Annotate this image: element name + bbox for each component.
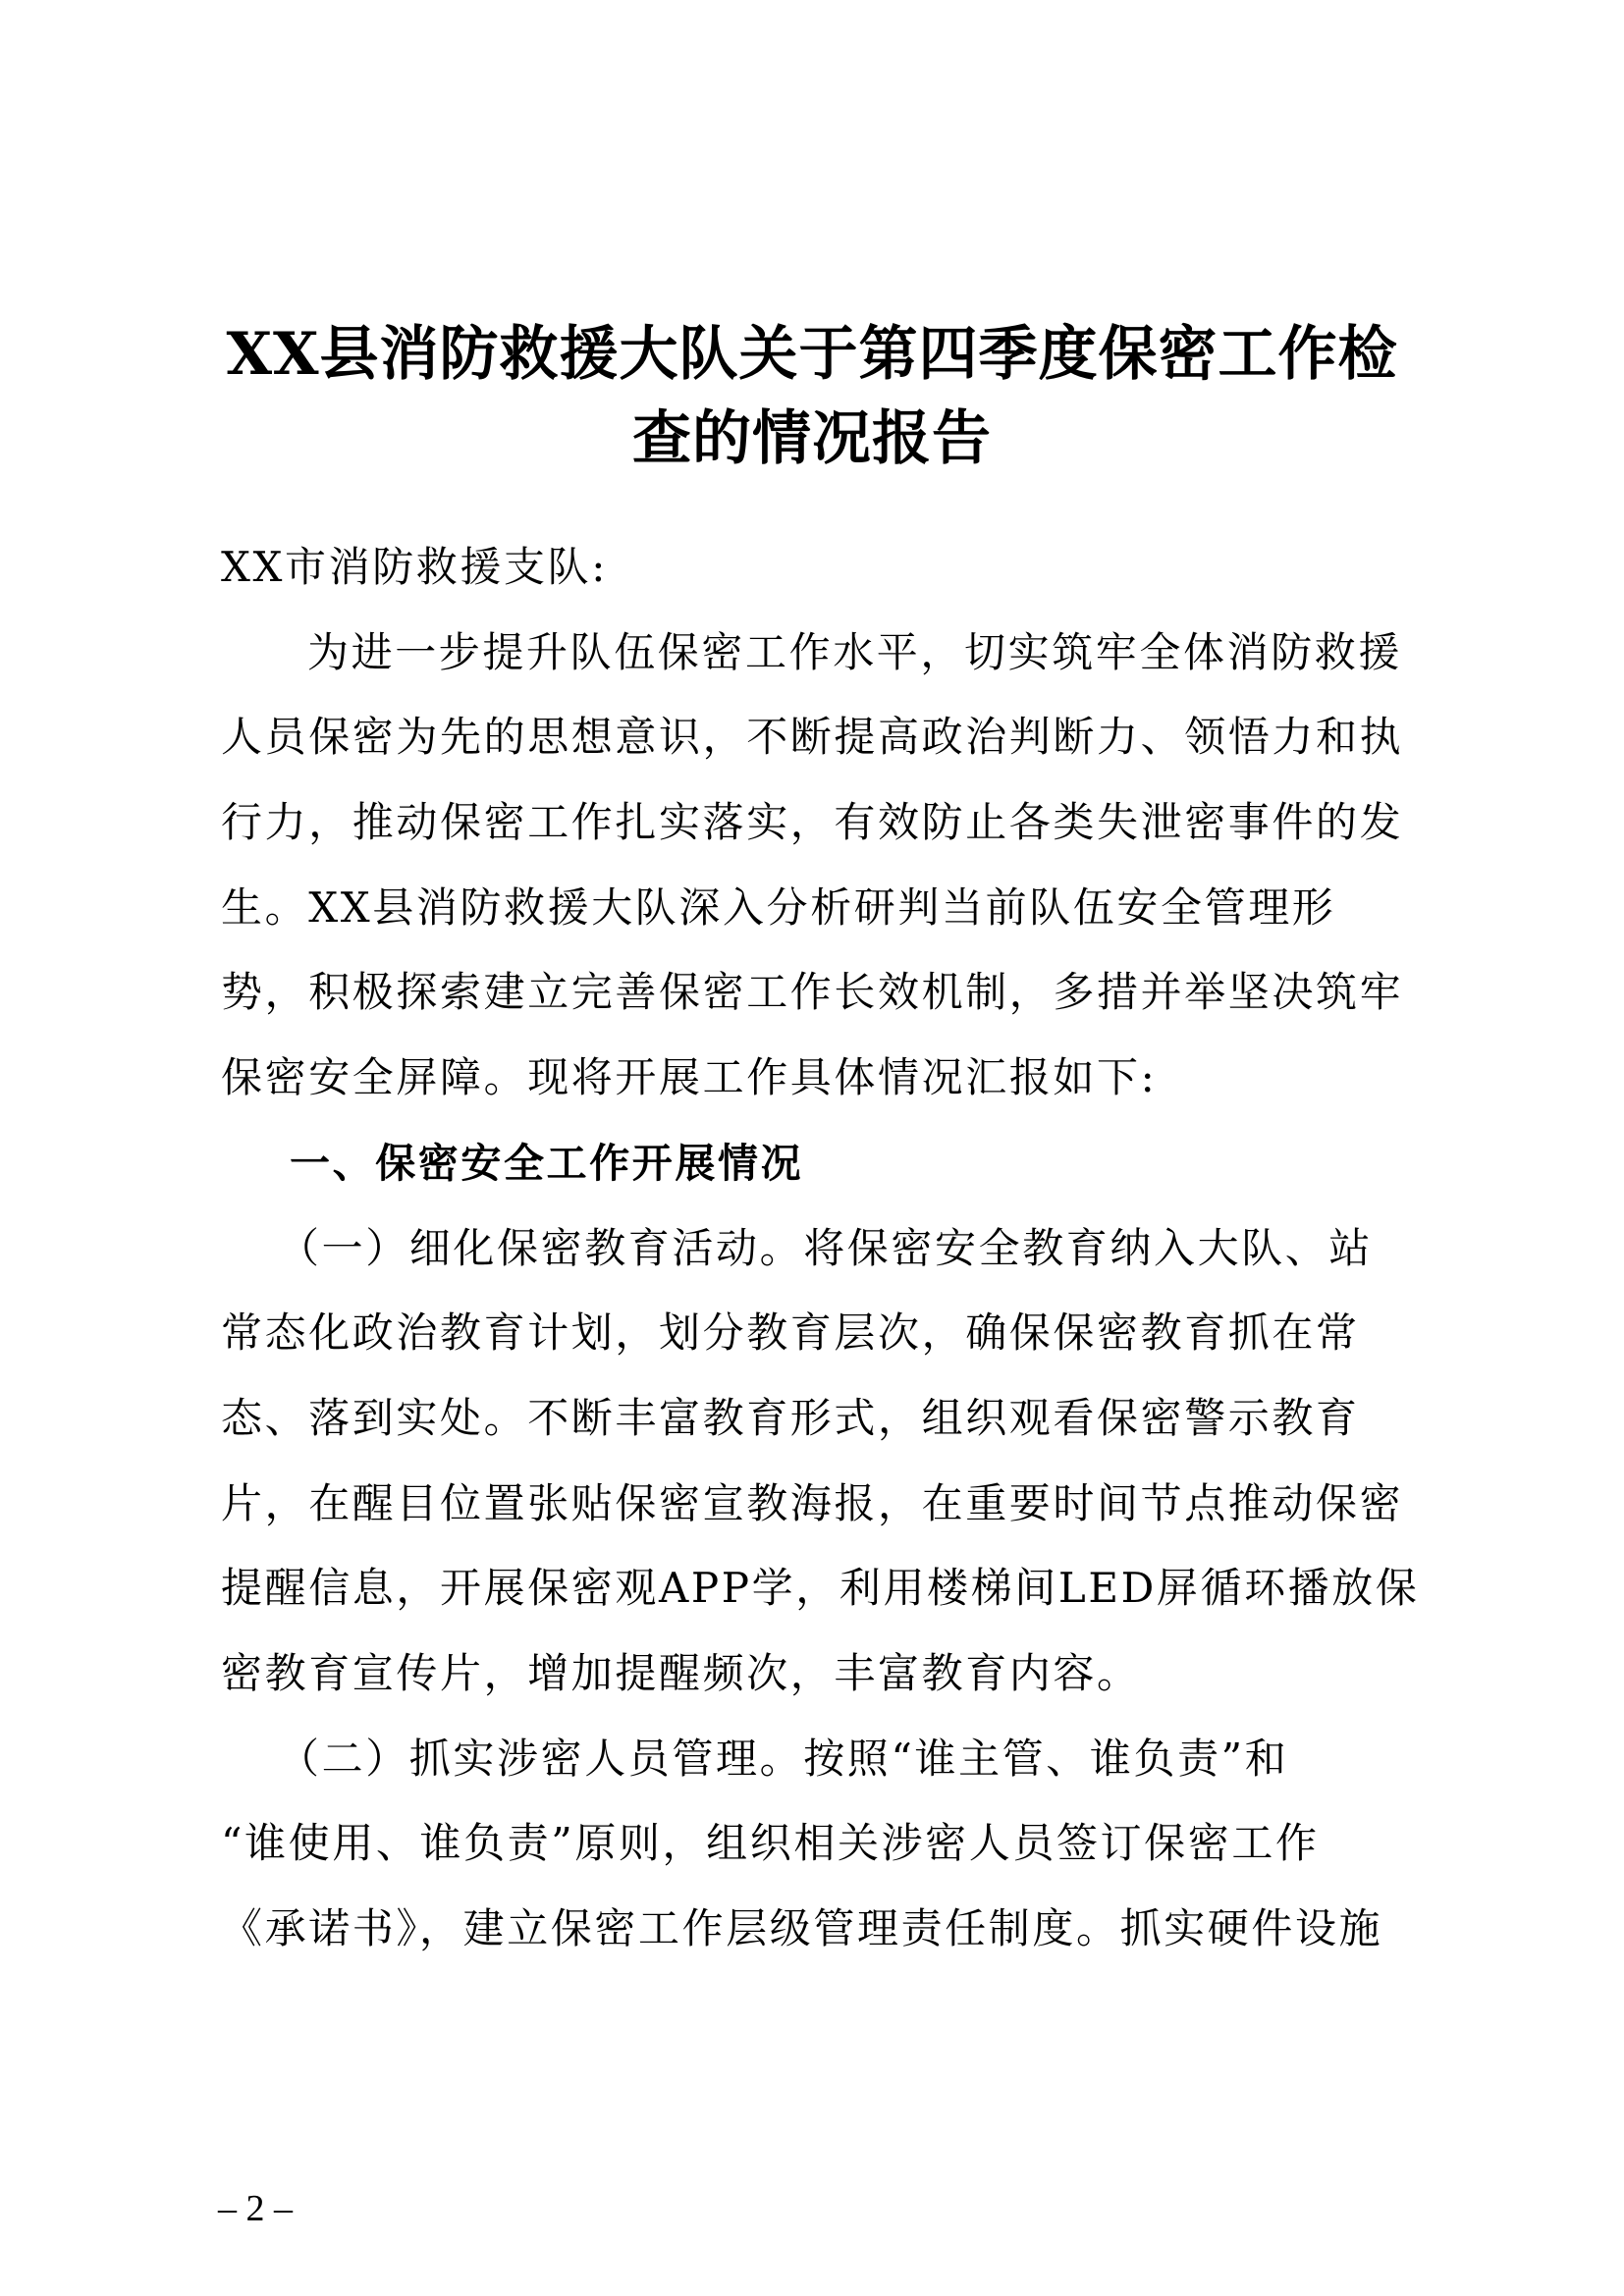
paragraph-line: 片，在醒目位置张贴保密宣教海报，在重要时间节点推动保密	[221, 1478, 1404, 1527]
paragraph-line: 保密安全屏障。现将开展工作具体情况汇报如下:	[221, 1053, 1158, 1102]
paragraph-line: “谁使用、谁负责”原则，组织相关涉密人员签订保密工作	[221, 1819, 1320, 1868]
paragraph-line: 常态化政治教育计划，划分教育层次，确保保密教育抓在常	[221, 1308, 1360, 1358]
paragraph-line: 为进一步提升队伍保密工作水平，切实筑牢全体消防救援	[307, 627, 1403, 676]
document-body	[221, 525, 1420, 1972]
salutation: XX市消防救援支队:	[221, 543, 608, 591]
paragraph-line: 生。XX县消防救援大队深入分析研判当前队伍安全管理形	[221, 882, 1336, 932]
page-number: – 2 –	[218, 2188, 293, 2229]
paragraph-line: 《承诺书》，建立保密工作层级管理责任制度。抓实硬件设施	[221, 1904, 1383, 1952]
paragraph-line: 提醒信息，开展保密观APP学，利用楼梯间LED屏循环播放保	[221, 1564, 1420, 1613]
paragraph-line: （二）抓实涉密人员管理。按照“谁主管、谁负责”和	[278, 1734, 1289, 1783]
section-heading: 一、保密安全工作开展情况	[290, 1139, 804, 1187]
paragraph-line: 态、落到实处。不断丰富教育形式，组织观看保密警示教育	[221, 1393, 1360, 1442]
paragraph-line: 势，积极探索建立完善保密工作长效机制，多措并举坚决筑牢	[221, 968, 1404, 1017]
paragraph-line: 人员保密为先的思想意识，不断提高政治判断力、领悟力和执	[221, 713, 1404, 762]
document-title	[0, 312, 1624, 481]
title-line-1: XX县消防救援大队关于第四季度保密工作检	[226, 320, 1398, 389]
paragraph-line: 行力，推动保密工作扎实落实，有效防止各类失泄密事件的发	[221, 798, 1404, 847]
paragraph-line: （一）细化保密教育活动。将保密安全教育纳入大队、站	[278, 1223, 1374, 1272]
paragraph-line: 密教育宣传片，增加提醒频次，丰富教育内容。	[221, 1648, 1141, 1697]
title-line-2: 查的情况报告	[632, 404, 992, 473]
